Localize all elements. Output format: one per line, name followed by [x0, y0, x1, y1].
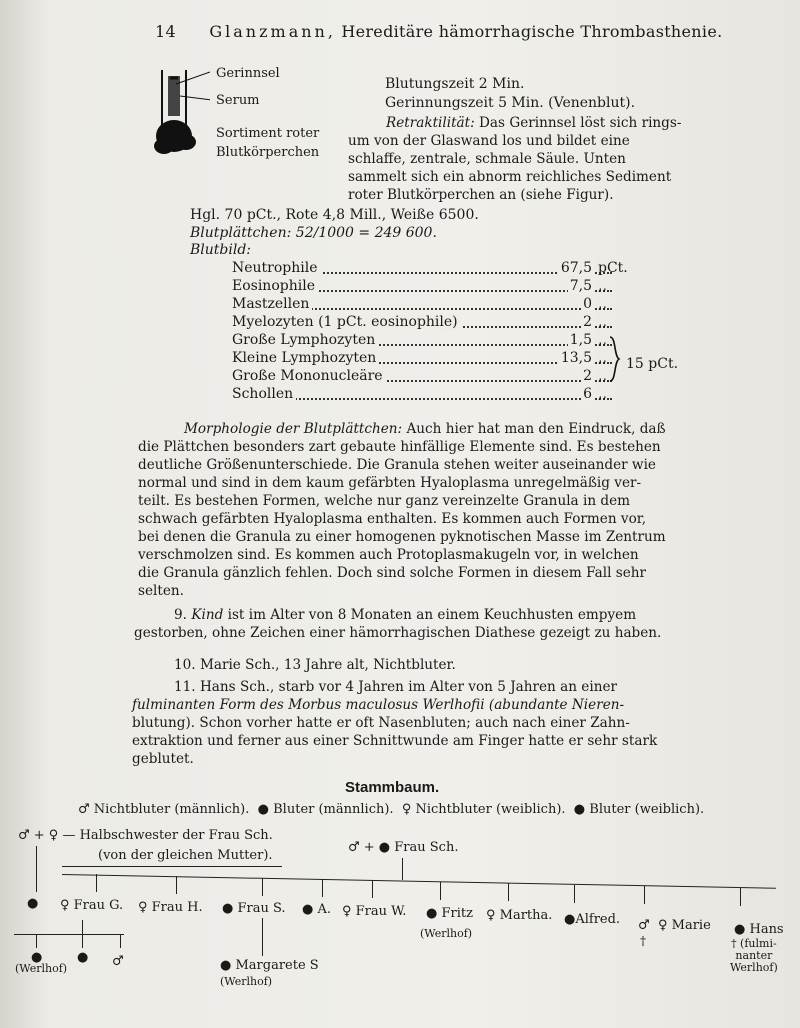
paragraph-line: schwach gefärbten Hyaloplasma enthalten. Es kommen auch Formen vor,: [138, 511, 647, 527]
legend-item: ♂ Nichtbluter (männlich).: [78, 802, 250, 817]
table-row: [232, 368, 612, 386]
cell-name: Große Mononucleäre: [232, 368, 386, 384]
pedigree-line: [96, 874, 97, 892]
paragraph-line: fulminanten Form des Morbus maculosus Werlhofii (abundante Nieren-: [132, 697, 625, 713]
cell-name: Mastzellen: [232, 296, 312, 312]
pedigree-line: [36, 934, 37, 948]
fritz-note: (Werlhof): [420, 927, 473, 940]
left-parents-sub: (von der gleichen Mutter).: [98, 848, 273, 863]
cell-name: Neutrophile: [232, 260, 321, 276]
lymph-total: 15 pCt.: [626, 356, 679, 372]
pedigree-node: ● Fritz: [426, 906, 473, 921]
cell-unit: ,,: [598, 350, 607, 366]
pedigree-line: [740, 888, 741, 906]
table-row: [232, 260, 628, 278]
cell-unit: ,,: [598, 296, 607, 312]
morphologie-paragraph: [138, 420, 678, 600]
lymph-brace-icon: [608, 336, 622, 382]
paragraph-line: selten.: [138, 583, 184, 599]
retraktilitaet-line: um von der Glaswand los und bildet eine: [348, 133, 630, 149]
blutbild-label: Blutbild:: [190, 242, 252, 258]
cell-value: 1,5: [569, 332, 592, 348]
cell-value: 67,5: [560, 260, 592, 276]
paragraph-line: die Plättchen besonders zart gebaute hinfällige Elemente sind. Es bestehen: [138, 439, 661, 455]
page-number: 14: [155, 22, 176, 41]
morphologie-label: Morphologie der Blutplättchen:: [184, 421, 403, 437]
cell-unit: ,,: [598, 386, 607, 402]
cell-value: 0: [583, 296, 592, 312]
pedigree-node: ♂: [112, 954, 124, 969]
paragraph-line: deutliche Größenunterschiede. Die Granula stehen weiter auseinander wie: [138, 457, 656, 473]
test-tube-figure: [150, 66, 360, 166]
cell-unit: ,,: [598, 332, 607, 348]
gerinnungszeit: Gerinnungszeit 5 Min. (Venenblut).: [385, 95, 636, 111]
pedigree-line: [262, 918, 263, 956]
paragraph-line: teilt. Es bestehen Formen, welche nur ganz vereinzelte Granula in dem: [138, 493, 631, 509]
cell-unit: ,,: [598, 368, 607, 384]
page-header: [155, 22, 722, 41]
pedigree-node: ● A.: [302, 902, 331, 917]
pedigree-line: [574, 885, 575, 903]
cell-name: Kleine Lymphozyten: [232, 350, 379, 366]
test-tube-icon: [150, 66, 210, 161]
paragraph-line: die Granula gänzlich fehlen. Doch sind solche Formen in diesem Fall sehr: [138, 565, 647, 581]
right-parents: ♂ + ● Frau Sch.: [348, 840, 459, 855]
pedigree-node: ♀ Martha.: [486, 908, 553, 923]
cell-value: 13,5: [560, 350, 592, 366]
table-row: [232, 314, 612, 332]
cell-name: Myelozyten (1 pCt. eosinophile): [232, 314, 461, 330]
cell-value: 2: [583, 368, 592, 384]
retraktilitaet-line: schlaffe, zentrale, schmale Säule. Unten: [348, 151, 626, 167]
pedigree-node: ●: [27, 896, 39, 911]
paragraph-line: gestorben, ohne Zeichen einer hämorrhagischen Diathese gezeigt zu haben.: [134, 625, 662, 641]
cell-value: 6: [583, 386, 592, 402]
legend-item: ♀ Nichtbluter (weiblich).: [401, 802, 566, 817]
cell-unit: ,,: [598, 278, 607, 294]
pedigree-node: ♀ Frau G.: [60, 898, 124, 913]
paragraph-line: verschmolzen sind. Es kommen auch Protoplasmakugeln vor, in welchen: [138, 547, 639, 563]
retraktilitaet-line: Das Gerinnsel löst sich rings-: [479, 115, 682, 131]
stammbaum-title: Stammbaum.: [345, 779, 440, 796]
paragraph-line: geblutet.: [132, 751, 194, 767]
pedigree-line: [36, 846, 37, 892]
pedigree-line: [62, 866, 282, 867]
pedigree-line: [322, 879, 323, 897]
table-row: [232, 350, 612, 368]
case-10-line: 10. Marie Sch., 13 Jahre alt, Nichtbluter.: [174, 657, 456, 673]
case-9-paragraph: [134, 606, 674, 642]
pedigree-line: [372, 880, 373, 898]
figure-label-blutkoerperchen: Blutkörperchen: [216, 145, 320, 160]
pedigree-node: ♀ Frau W.: [342, 904, 407, 919]
cell-name: Große Lymphozyten: [232, 332, 378, 348]
pedigree-line: [262, 878, 263, 896]
table-row: [232, 278, 612, 296]
cell-unit: pCt.: [598, 260, 628, 276]
legend-item: ● Bluter (männlich).: [257, 802, 394, 817]
header-title: Hereditäre hämorrhagische Thrombasthenie.: [341, 22, 723, 41]
legend-item: ● Bluter (weiblich).: [573, 802, 705, 817]
pedigree-line: [120, 934, 121, 948]
paragraph-line: 11. Hans Sch., starb vor 4 Jahren im Alter von 5 Jahren an einer: [174, 679, 617, 695]
pedigree-node: ● Margarete S: [220, 958, 319, 973]
margarete-note: (Werlhof): [220, 975, 273, 988]
hans-note-line: nanter: [735, 949, 773, 962]
cell-name: Schollen: [232, 386, 296, 402]
hgl-line: Hgl. 70 pCt., Rote 4,8 Mill., Weiße 6500.: [190, 207, 479, 223]
paragraph-line: blutung). Schon vorher hatte er oft Nasenbluten; auch nach einer Zahn-: [132, 715, 630, 731]
retraktilitaet-label: Retraktilität:: [386, 115, 475, 131]
pedigree-line: [644, 886, 645, 904]
table-row: [232, 332, 612, 350]
stammbaum-legend: [78, 802, 758, 817]
blutplaettchen-value: 52/1000 = 249 600.: [295, 225, 437, 241]
pedigree-line: [82, 920, 83, 948]
pedigree-node: ● Hans: [734, 922, 784, 937]
figure-label-sortiment: Sortiment roter: [216, 126, 320, 141]
pedigree-node: ●: [31, 950, 43, 965]
case-number: 9.: [174, 607, 187, 623]
pedigree-line: [402, 858, 403, 880]
pedigree-line: [440, 882, 441, 900]
case-kind: Kind: [191, 607, 224, 623]
pedigree-node: ●Alfred.: [564, 912, 621, 927]
pedigree-node: ♀ Frau H.: [138, 900, 203, 915]
paragraph-line: extraktion und ferner aus einer Schnittwunde am Finger hatte er sehr stark: [132, 733, 658, 749]
pedigree-node: ● Frau S.: [222, 901, 286, 916]
pedigree-line: [14, 934, 124, 935]
pedigree-node: ♂: [638, 918, 650, 933]
header-author: Glanzmann,: [209, 22, 336, 41]
paragraph-line: ist im Alter von 8 Monaten an einem Keuchhusten empyem: [227, 607, 637, 623]
cell-unit: ,,: [598, 314, 607, 330]
retraktilitaet-paragraph: [348, 114, 686, 204]
blutungszeit: Blutungszeit 2 Min.: [385, 76, 525, 92]
pedigree-line: [508, 883, 509, 901]
cell-name: Eosinophile: [232, 278, 318, 294]
cell-value: 7,5: [569, 278, 592, 294]
pedigree-node: ♀ Marie: [658, 918, 711, 933]
pedigree-line: [176, 876, 177, 894]
blutplaettchen-label: Blutplättchen:: [190, 225, 292, 241]
paragraph-line: bei denen die Granula zu einer homogenen pyknotischen Masse im Zentrum: [138, 529, 666, 545]
gen3-left-note: (Werlhof): [15, 962, 68, 975]
figure-label-gerinnsel: Gerinnsel: [216, 66, 280, 81]
pedigree-node: ●: [77, 950, 89, 965]
cross-mark: †: [640, 934, 646, 948]
table-row: [232, 386, 612, 404]
blutbild-table: [232, 260, 632, 420]
figure-label-serum: Serum: [216, 93, 260, 108]
left-parents: ♂ + ♀ — Halbschwester der Frau Sch.: [18, 828, 273, 843]
retraktilitaet-line: sammelt sich ein abnorm reichliches Sediment: [348, 169, 672, 185]
case-11-paragraph: [132, 678, 672, 768]
table-row: [232, 296, 612, 314]
blutplaettchen-line: [190, 225, 437, 241]
cell-value: 2: [583, 314, 592, 330]
hans-note-line: Werlhof): [730, 961, 778, 974]
paragraph-line: normal und sind in dem kaum gefärbten Hyaloplasma unregelmäßig ver-: [138, 475, 642, 491]
hans-note: [730, 938, 778, 974]
hans-note-line: † (fulmi-: [731, 937, 777, 950]
retraktilitaet-line: roter Blutkörperchen an (siehe Figur).: [348, 187, 614, 203]
paragraph-line: Auch hier hat man den Eindruck, daß: [406, 421, 666, 437]
pedigree-line: [62, 874, 776, 889]
